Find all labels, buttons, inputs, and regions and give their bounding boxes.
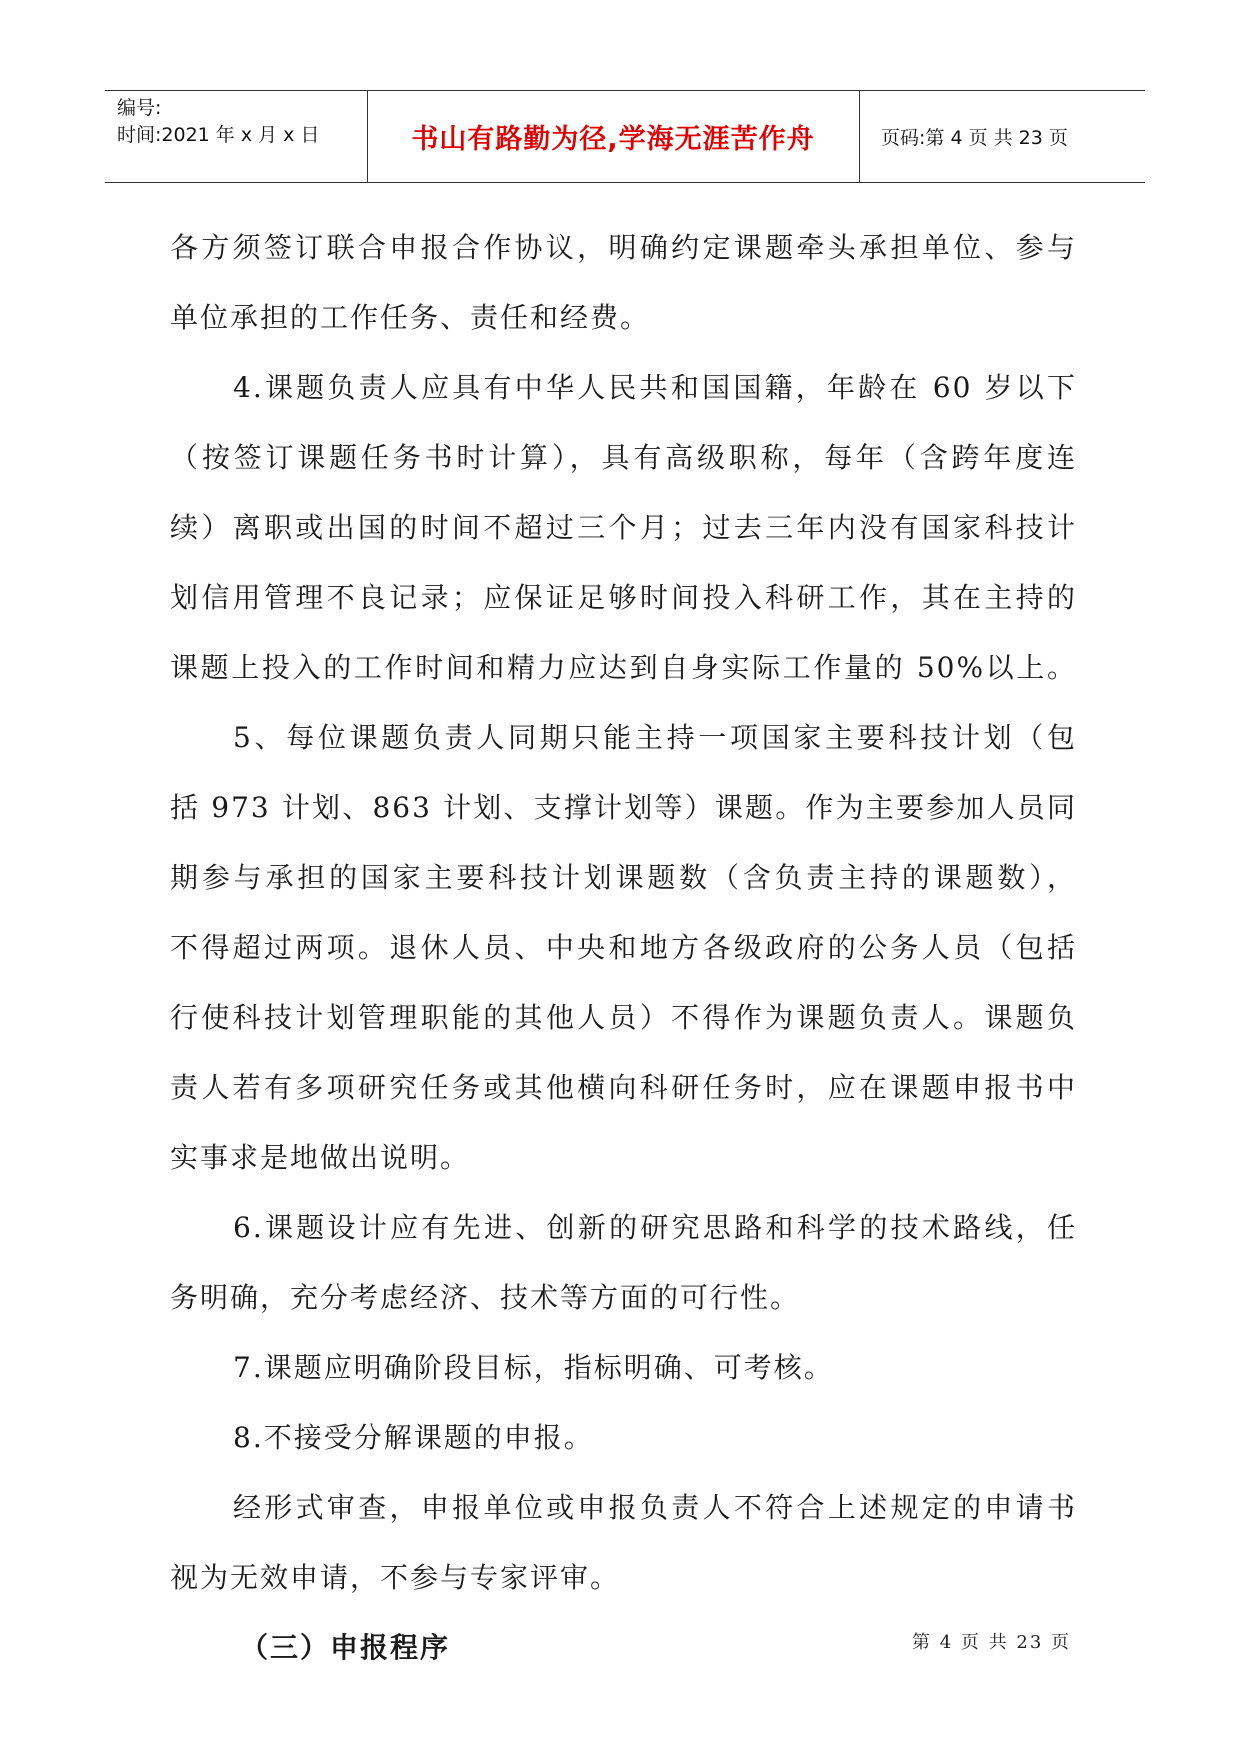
- document-body: [170, 213, 1077, 1683]
- text-line: 行使科技计划管理职能的其他人员）不得作为课题负责人。课题负: [170, 1001, 1077, 1034]
- text-line: 4.课题负责人应具有中华人民共和国国籍，年龄在 60 岁以下: [233, 371, 1077, 404]
- header-page-number: 页码:第 4 页 共 23 页: [881, 127, 1068, 149]
- text-line: 务明确，充分考虑经济、技术等方面的可行性。: [170, 1281, 801, 1314]
- text-line: 括 973 计划、863 计划、支撑计划等）课题。作为主要参加人员同: [170, 791, 1077, 824]
- section-heading: （三）申报程序: [240, 1631, 451, 1664]
- text-line: 责人若有多项研究任务或其他横向科研任务时，应在课题申报书中: [170, 1071, 1077, 1104]
- text-line: 不得超过两项。退休人员、中央和地方各级政府的公务人员（包括: [170, 931, 1077, 964]
- text-line: （按签订课题任务书时计算），具有高级职称，每年（含跨年度连: [170, 441, 1077, 474]
- text-line: 5、每位课题负责人同期只能主持一项国家主要科技计划（包: [233, 721, 1077, 754]
- text-line: 续）离职或出国的时间不超过三个月；过去三年内没有国家科技计: [170, 511, 1077, 544]
- text-line: 7.课题应明确阶段目标，指标明确、可考核。: [233, 1351, 834, 1384]
- page-header: [105, 90, 1145, 183]
- header-meta: [117, 95, 319, 149]
- serial-label: 编号:: [117, 97, 162, 119]
- text-line: 实事求是地做出说明。: [170, 1141, 471, 1174]
- page-footer: 第 4 页 共 23 页: [912, 1632, 1071, 1653]
- text-line: 课题上投入的工作时间和精力应达到自身实际工作量的 50%以上。: [170, 651, 1077, 684]
- text-line: 视为无效申请，不参与专家评审。: [170, 1561, 621, 1594]
- text-line: 单位承担的工作任务、责任和经费。: [170, 301, 651, 334]
- text-line: 经形式审查，申报单位或申报负责人不符合上述规定的申请书: [233, 1491, 1077, 1524]
- text-line: 划信用管理不良记录；应保证足够时间投入科研工作，其在主持的: [170, 581, 1077, 614]
- header-motto: 书山有路勤为径,学海无涯苦作舟: [411, 124, 815, 155]
- text-line: 期参与承担的国家主要科技计划课题数（含负责主持的课题数），: [170, 861, 1077, 894]
- date-label: 时间:2021 年 x 月 x 日: [117, 124, 320, 146]
- text-line: 8.不接受分解课题的申报。: [233, 1421, 594, 1454]
- text-line: 6.课题设计应有先进、创新的研究思路和科学的技术路线，任: [233, 1211, 1077, 1244]
- text-line: 各方须签订联合申报合作协议，明确约定课题牵头承担单位、参与: [170, 231, 1077, 264]
